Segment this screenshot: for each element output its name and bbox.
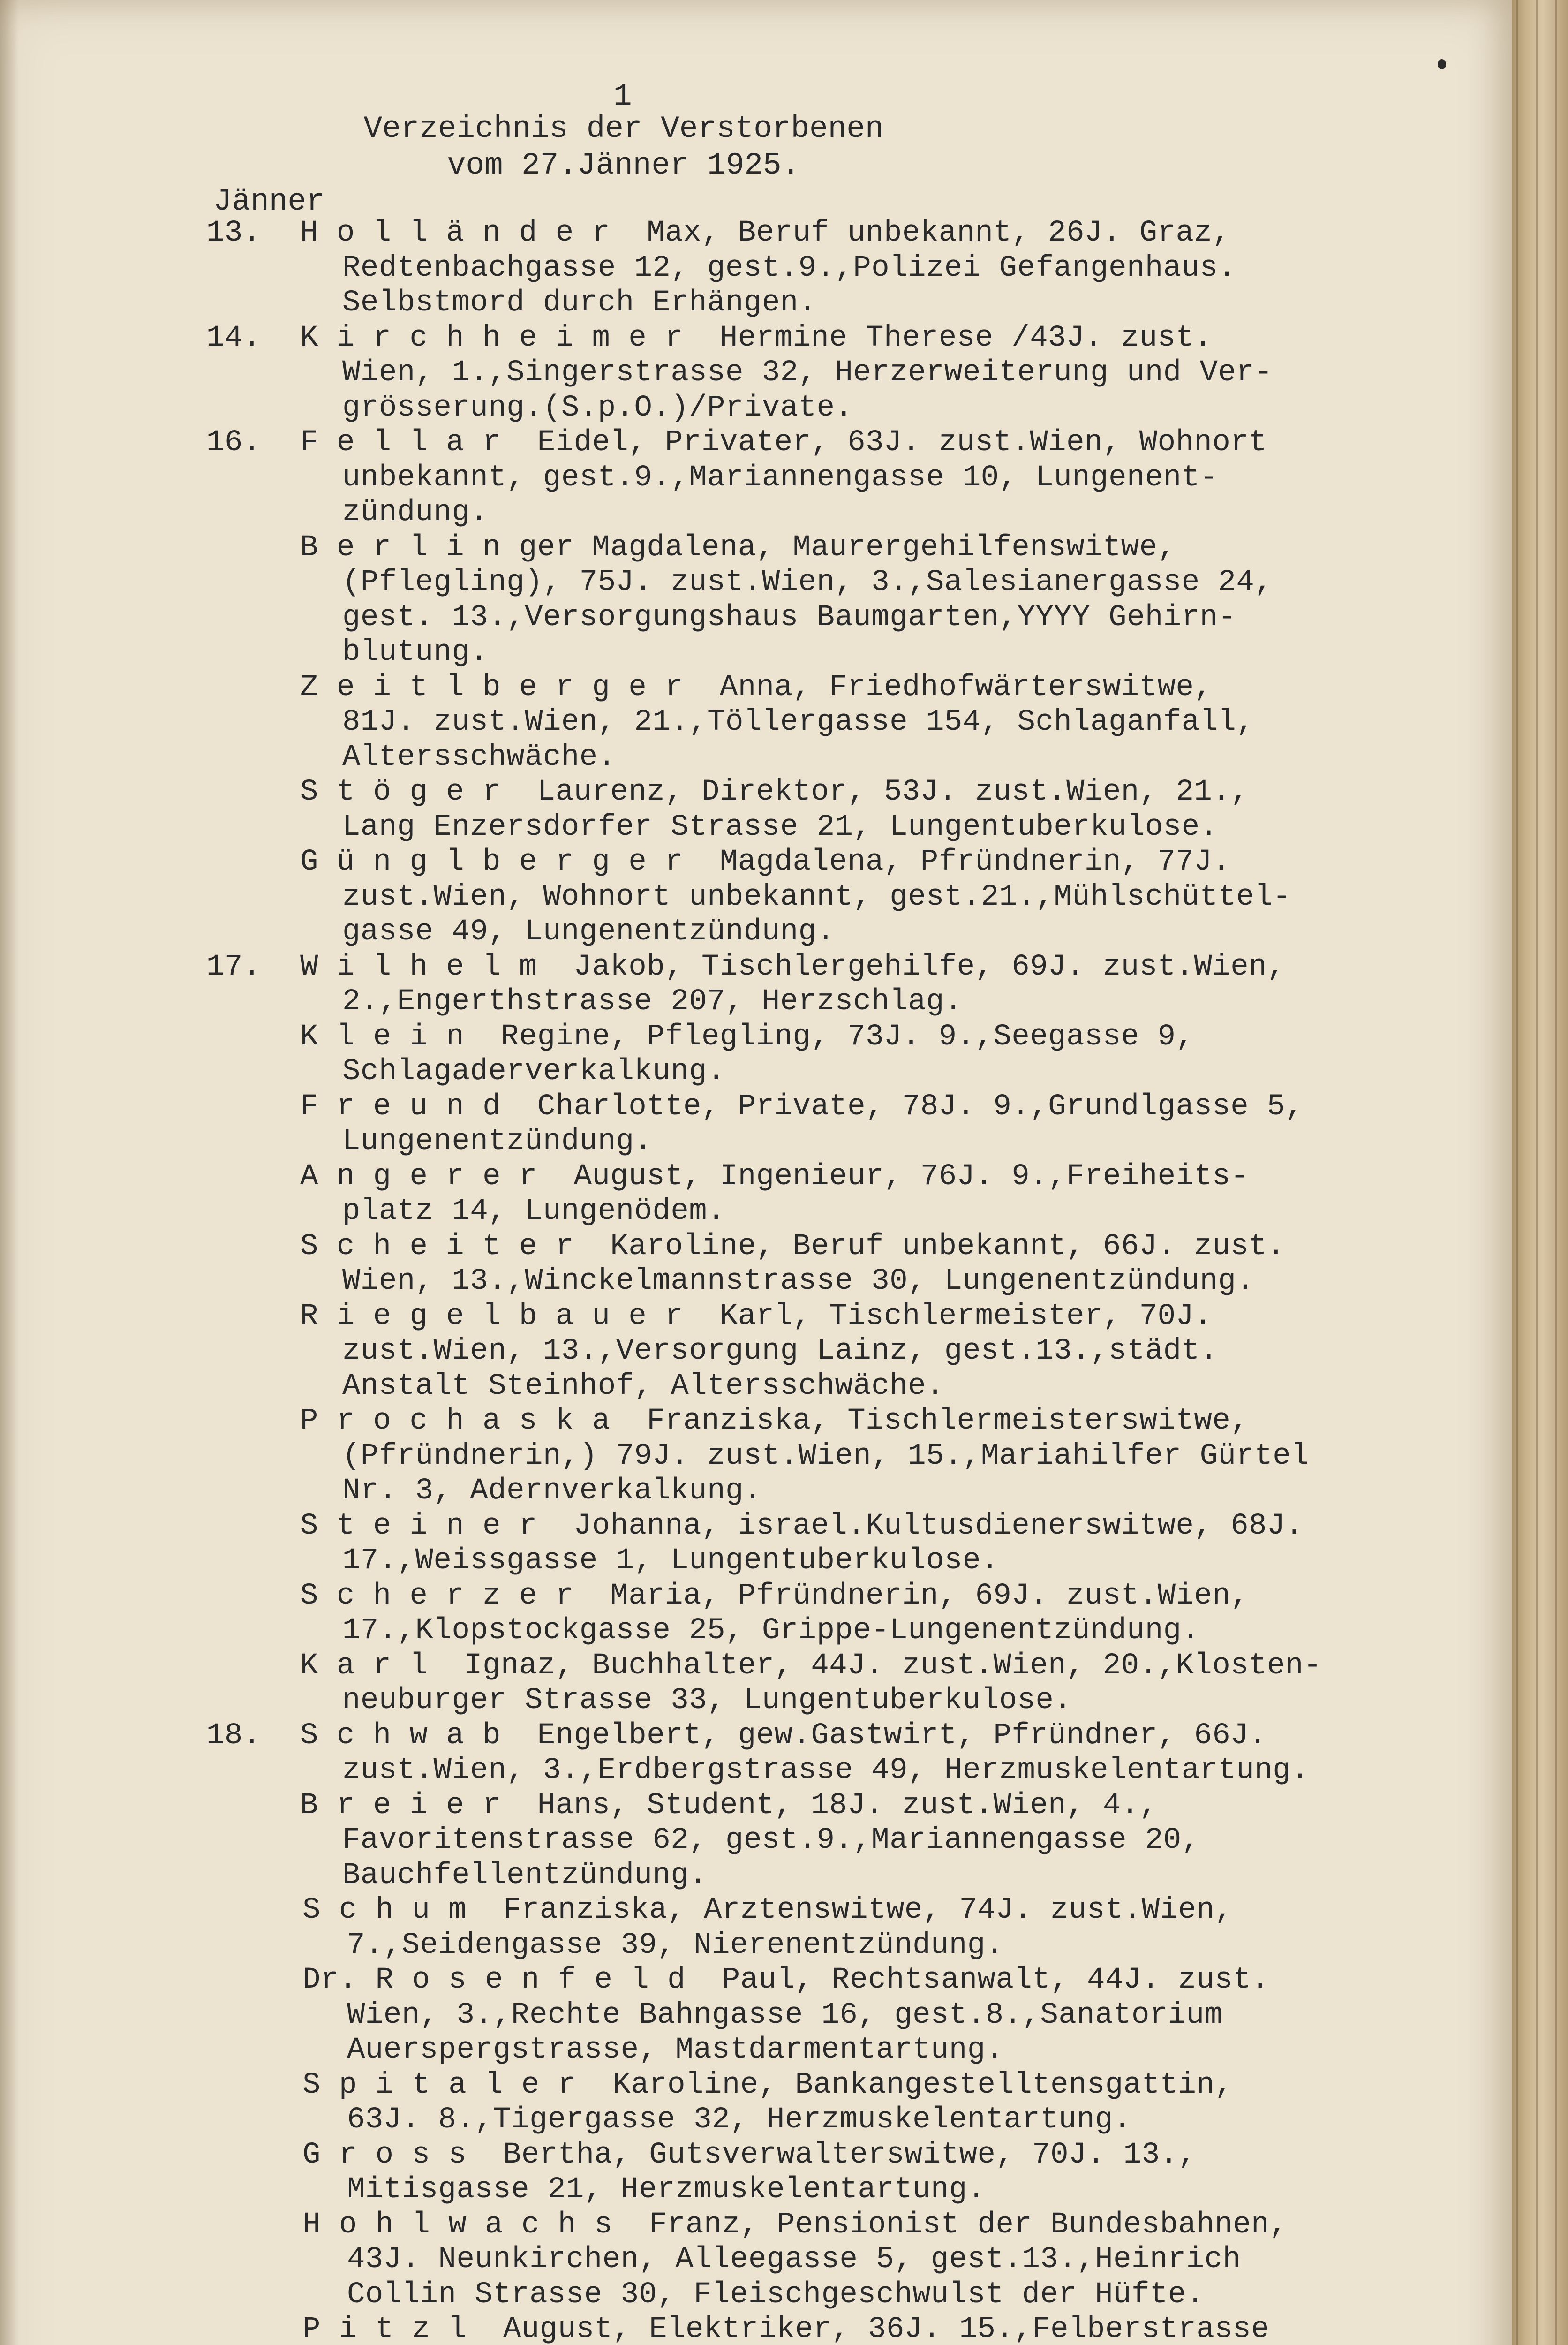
entry-detail-line: 17.,Klopstockgasse 25, Grippe-Lungenentzündung.	[342, 1614, 1200, 1648]
entry-detail-line: Altersschwäche.	[342, 740, 616, 774]
register-entry	[206, 2312, 1472, 2345]
register-entry	[206, 670, 1472, 775]
entry-detail-line: neuburger Strasse 33, Lungentuberkulose.	[342, 1684, 1072, 1717]
entry-detail-line: 2.,Engerthstrasse 207, Herzschlag.	[342, 985, 963, 1019]
entry-detail-line: gasse 49, Lungenentzündung.	[342, 915, 835, 949]
entry-detail-line: grösserung.(S.p.O.)/Private.	[342, 391, 853, 425]
register-entry	[206, 1579, 1472, 1649]
entry-detail-line: 63J. 8.,Tigergasse 32, Herzmuskelentartung.	[347, 2103, 1131, 2137]
entry-name-line: S p i t a l e r Karoline, Bankangestelltensgattin,	[302, 2068, 1233, 2102]
entry-detail-line: Selbstmord durch Erhängen.	[342, 286, 817, 320]
entry-detail-line: Favoritenstrasse 62, gest.9.,Mariannengasse 20,	[342, 1823, 1200, 1857]
entry-name-line: K i r c h h e i m e r Hermine Therese /43J. zust.	[300, 321, 1213, 355]
register-entry	[206, 1229, 1472, 1299]
entry-detail-line: Schlagaderverkalkung.	[342, 1055, 726, 1089]
heading-date: vom 27.Jänner 1925.	[447, 148, 800, 183]
entry-detail-line: (Pfründnerin,) 79J. zust.Wien, 15.,Mariahilfer Gürtel	[342, 1439, 1310, 1473]
entry-detail-line: zust.Wien, 3.,Erdbergstrasse 49, Herzmuskelentartung.	[342, 1754, 1310, 1787]
entry-detail-line: Wien, 1.,Singerstrasse 32, Herzerweiterung und Ver-	[342, 356, 1273, 390]
entry-detail-line: Redtenbachgasse 12, gest.9.,Polizei Gefangenhaus.	[342, 251, 1236, 285]
entry-detail-line: Bauchfellentzündung.	[342, 1858, 708, 1892]
edge-line	[1536, 0, 1538, 2345]
register-entry	[206, 1159, 1472, 1229]
register-entry	[206, 950, 1472, 1020]
entry-name-line: S c h u m Franziska, Arztenswitwe, 74J. zust.Wien,	[302, 1893, 1233, 1927]
edge-line	[1516, 0, 1518, 2345]
entry-day: 14.	[206, 321, 261, 355]
register-entry	[206, 530, 1472, 670]
entry-name-line: F e l l a r Eidel, Privater, 63J. zust.Wien, Wohnort	[300, 426, 1267, 460]
entry-day: 16.	[206, 426, 261, 460]
entry-name-line: S c h w a b Engelbert, gew.Gastwirt, Pfründner, 66J.	[300, 1718, 1267, 1753]
entry-name-line: S t ö g e r Laurenz, Direktor, 53J. zust.Wien, 21.,	[300, 775, 1249, 809]
ink-spot	[1438, 59, 1446, 69]
entry-day: 17.	[206, 950, 261, 984]
register-entry	[206, 1649, 1472, 1718]
entry-name-line: K l e i n Regine, Pflegling, 73J. 9.,Seegasse 9,	[300, 1020, 1194, 1054]
entry-detail-line: 7.,Seidengasse 39, Nierenentzündung.	[347, 1928, 1004, 1962]
entry-detail-line: (Pflegling), 75J. zust.Wien, 3.,Salesianergasse 24,	[342, 566, 1273, 599]
register-entry	[206, 1788, 1472, 1893]
entry-detail-line: zust.Wien, Wohnort unbekannt, gest.21.,Mühlschüttel-	[342, 880, 1291, 914]
entry-detail-line: 17.,Weissgasse 1, Lungentuberkulose.	[342, 1544, 999, 1578]
entry-name-line: H o h l w a c h s Franz, Pensionist der Bundesbahnen,	[302, 2208, 1288, 2242]
register-entry	[206, 2138, 1472, 2208]
entry-detail-line: 43J. Neunkirchen, Alleegasse 5, gest.13.,Heinrich	[347, 2243, 1241, 2277]
entry-name-line: P i t z l August, Elektriker, 36J. 15.,Felberstrasse	[302, 2313, 1270, 2345]
document-heading	[0, 111, 1247, 184]
entry-name-line: S c h e i t e r Karoline, Beruf unbekannt, 66J. zust.	[300, 1229, 1285, 1263]
entry-name-line: W i l h e l m Jakob, Tischlergehilfe, 69J. zust.Wien,	[300, 950, 1285, 984]
heading-title: Verzeichnis der Verstorbenen	[363, 111, 884, 146]
register-entry	[206, 1963, 1472, 2068]
entry-name-line: H o l l ä n d e r Max, Beruf unbekannt, 26J. Graz,	[300, 216, 1231, 250]
entry-name-line: G ü n g l b e r g e r Magdalena, Pfründnerin, 77J.	[300, 845, 1231, 879]
entry-name-line: S c h e r z e r Maria, Pfründnerin, 69J. zust.Wien,	[300, 1579, 1249, 1613]
register-entry	[206, 845, 1472, 950]
entry-name-line: G r o s s Bertha, Gutsverwalterswitwe, 70J. 13.,	[302, 2138, 1197, 2172]
entry-name-line: K a r l Ignaz, Buchhalter, 44J. zust.Wien, 20.,Klosten-	[300, 1649, 1322, 1683]
entry-name-line: B r e i e r Hans, Student, 18J. zust.Wien, 4.,	[300, 1788, 1158, 1823]
entry-detail-line: Nr. 3, Adernverkalkung.	[342, 1474, 762, 1508]
entry-name-line: B e r l i n ger Magdalena, Maurergehilfenswitwe,	[300, 530, 1176, 565]
register-entry	[206, 1404, 1472, 1509]
month-label: Jänner	[213, 184, 325, 219]
entry-detail-line: Lang Enzersdorfer Strasse 21, Lungentuberkulose.	[342, 810, 1218, 844]
entry-name-line: A n g e r e r August, Ingenieur, 76J. 9.,Freiheits-	[300, 1159, 1249, 1194]
entry-detail-line: zündung.	[342, 496, 489, 530]
entry-name-line: Dr. R o s e n f e l d Paul, Rechtsanwalt, 44J. zust.	[302, 1963, 1270, 1997]
register-entry	[206, 2208, 1472, 2313]
entry-name-line: Z e i t l b e r g e r Anna, Friedhofwärterswitwe,	[300, 670, 1213, 704]
entry-day: 13.	[206, 216, 261, 250]
entry-detail-line: Anstalt Steinhof, Altersschwäche.	[342, 1369, 944, 1403]
entry-detail-line: Wien, 3.,Rechte Bahngasse 16, gest.8.,Sanatorium	[347, 1998, 1223, 2032]
entry-name-line: F r e u n d Charlotte, Private, 78J. 9.,Grundlgasse 5,	[300, 1089, 1304, 1124]
register-entry	[206, 425, 1472, 530]
entry-detail-line: unbekannt, gest.9.,Mariannengasse 10, Lungenent-	[342, 461, 1218, 495]
register-entry	[206, 1020, 1472, 1089]
entry-detail-line: Auerspergstrasse, Mastdarmentartung.	[347, 2033, 1004, 2067]
entry-detail-line: platz 14, Lungenödem.	[342, 1195, 726, 1228]
entry-detail-line: blutung.	[342, 635, 489, 669]
register-entry	[206, 775, 1472, 845]
entry-detail-line: Mitisgasse 21, Herzmuskelentartung.	[347, 2173, 986, 2207]
paper-edge	[1512, 0, 1568, 2345]
death-register-list	[206, 216, 1472, 2345]
page-number: 1	[613, 79, 632, 114]
entry-detail-line: gest. 13.,Versorgungshaus Baumgarten,YYYY Gehirn-	[342, 600, 1236, 635]
register-entry	[206, 321, 1472, 426]
entry-day: 18.	[206, 1718, 261, 1753]
register-entry	[206, 1089, 1472, 1159]
entry-detail-line: Wien, 13.,Winckelmannstrasse 30, Lungenentzündung.	[342, 1264, 1255, 1298]
register-entry	[206, 2068, 1472, 2138]
register-entry	[206, 216, 1472, 321]
entry-name-line: S t e i n e r Johanna, israel.Kultusdienerswitwe, 68J.	[300, 1509, 1304, 1543]
page-gutter-shadow	[0, 0, 19, 2345]
register-entry	[206, 1718, 1472, 1788]
register-entry	[206, 1893, 1472, 1963]
entry-detail-line: Lungenentzündung.	[342, 1125, 653, 1158]
entry-detail-line: zust.Wien, 13.,Versorgung Lainz, gest.13.,städt.	[342, 1334, 1218, 1368]
register-entry	[206, 1299, 1472, 1404]
edge-line	[1555, 0, 1557, 2345]
entry-name-line: R i e g e l b a u e r Karl, Tischlermeister, 70J.	[300, 1299, 1213, 1333]
register-entry	[206, 1509, 1472, 1579]
entry-name-line: P r o c h a s k a Franziska, Tischlermeisterswitwe,	[300, 1404, 1249, 1438]
entry-detail-line: Collin Strasse 30, Fleischgeschwulst der Hüfte.	[347, 2277, 1205, 2312]
entry-detail-line: 81J. zust.Wien, 21.,Töllergasse 154, Schlaganfall,	[342, 705, 1255, 739]
